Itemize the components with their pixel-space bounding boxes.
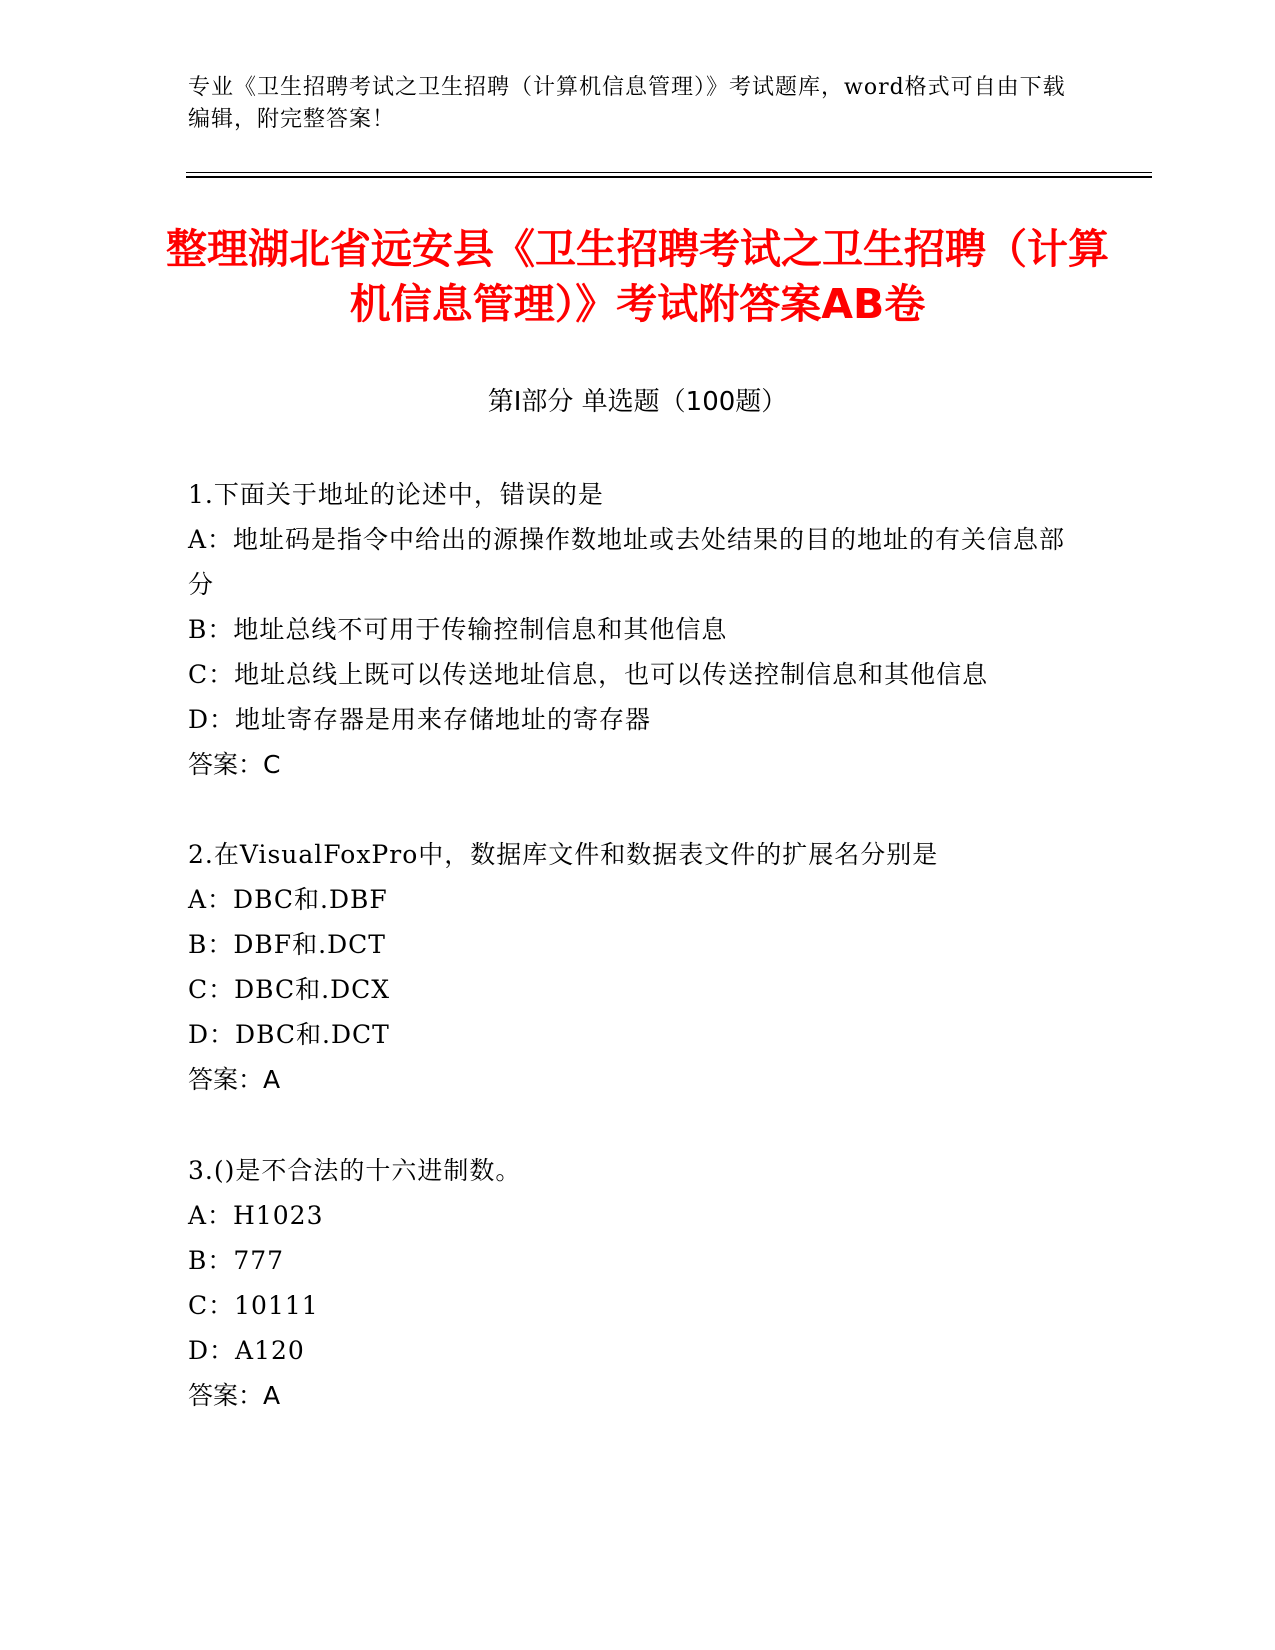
question-stem: 1.下面关于地址的论述中，错误的是: [188, 480, 604, 509]
header-rule-thin: [186, 172, 1152, 173]
question-stem: 3.()是不合法的十六进制数。: [188, 1156, 522, 1185]
option-b: B：777: [188, 1246, 285, 1275]
option-c: C：地址总线上既可以传送地址信息，也可以传送控制信息和其他信息: [188, 660, 989, 689]
option-a: A：DBC和.DBF: [188, 885, 388, 914]
answer: 答案：A: [188, 1065, 281, 1094]
section-title: 第Ⅰ部分 单选题（100题）: [487, 387, 788, 417]
answer: 答案：A: [188, 1381, 281, 1410]
option-a: A：H1023: [188, 1201, 324, 1230]
header-note: 专业《卫生招聘考试之卫生招聘（计算机信息管理）》考试题库，word格式可自由下载编辑，附完整答案！: [188, 75, 1066, 132]
option-a: A：地址码是指令中给出的源操作数地址或去处结果的目的地址的有关信息部分: [188, 525, 1066, 599]
option-b: B：DBF和.DCT: [188, 930, 386, 959]
option-d: D：地址寄存器是用来存储地址的寄存器: [188, 705, 652, 734]
option-c: C：DBC和.DCX: [188, 975, 391, 1004]
question-3: [188, 1148, 1088, 1418]
option-b: B：地址总线不可用于传输控制信息和其他信息: [188, 615, 728, 644]
document-title: 整理湖北省远安县《卫生招聘考试之卫生招聘（计算机信息管理）》考试附答案AB卷: [166, 225, 1109, 328]
header-rule-thick: [186, 176, 1152, 178]
answer: 答案：C: [188, 750, 281, 779]
question-stem: 2.在VisualFoxPro中，数据库文件和数据表文件的扩展名分别是: [188, 840, 939, 869]
option-c: C：10111: [188, 1291, 319, 1320]
option-d: D：DBC和.DCT: [188, 1020, 390, 1049]
question-2: [188, 832, 1088, 1102]
question-1: [188, 472, 1088, 787]
option-d: D：A120: [188, 1336, 305, 1365]
